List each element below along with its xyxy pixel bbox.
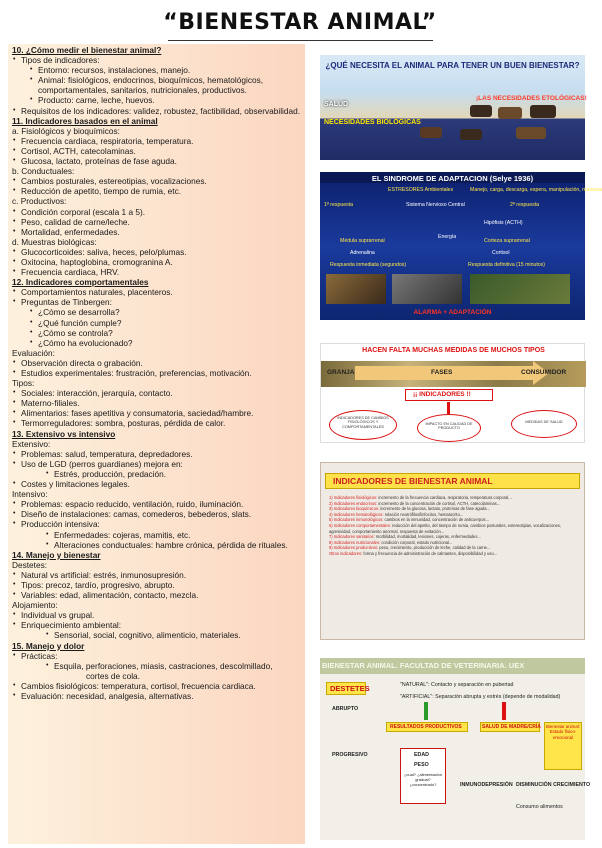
snc-label: Sistema Nervioso Central xyxy=(406,202,465,208)
calidad-label: IMPACTO EN CALIDAD DE PRODUCTO xyxy=(425,422,473,431)
cortisol-label: Cortisol xyxy=(492,250,510,256)
note-line: • Diseño de instalaciones: camas, comederos, bebederos, slats. xyxy=(12,509,303,519)
cow-photo xyxy=(470,105,492,117)
resultados-label: RESULTADOS PRODUCTIVOS xyxy=(390,724,462,730)
segunda-respuesta: 2ª respuesta xyxy=(510,202,540,208)
granja-label: GRANJA xyxy=(327,369,355,376)
indicador-desc: condición corporal, estado nutricional... xyxy=(380,539,453,545)
note-line: • Prácticas: xyxy=(12,651,303,661)
fisiologicos-label: INDICADORES DE CAMBIOS FISIOLÓGICOS Y COMPORTAMENTALES xyxy=(337,416,389,429)
indicador-term: Otros indicadores: xyxy=(329,550,363,556)
note-line: • Problemas: espacio reducido, ventilación, ruido, iluminación. xyxy=(12,499,303,509)
cow-photo xyxy=(530,105,556,118)
note-line: d. Muestras biológicas: xyxy=(12,236,97,247)
note-line: • Mortalidad, enfermedades. xyxy=(12,227,303,237)
note-line: • Alimentarios: fases apetitiva y consumatoria, saciedad/hambre. xyxy=(12,408,303,418)
note-line: • ¿Cómo ha evolucionado? xyxy=(12,338,303,348)
note-line: Tipos: xyxy=(12,378,35,389)
note-line: • ¿Cómo se desarrolla? xyxy=(12,307,303,317)
indicadores-label: ¡¡ INDICADORES !! xyxy=(413,391,471,398)
notes-column xyxy=(8,44,305,844)
photo-animals xyxy=(326,274,386,304)
note-line: b. Conductuales: xyxy=(12,166,75,177)
note-line: • Termorreguladores: sombra, posturas, pérdida de calor. xyxy=(12,418,303,428)
note-line: • Tipos: precoz, tardío, progresivo, abrupto. xyxy=(12,580,303,590)
note-line: • Cambios fisiológicos: temperatura, cortisol, frecuencia cardiaca. xyxy=(12,681,303,691)
figure-sindrome-adaptacion xyxy=(320,172,602,320)
bienestar-label: Bienestar animal: Estado físico-emocional xyxy=(546,724,580,740)
page-title: “BIENESTAR ANIMAL” xyxy=(163,10,437,35)
note-line: • Producción intensiva: xyxy=(12,519,303,529)
indicador-term: 2) Indicadores endocrinos: xyxy=(329,500,378,506)
figure-medidas xyxy=(320,343,585,443)
edad-label: EDAD xyxy=(414,752,430,758)
cow-photo xyxy=(516,127,546,139)
consumo-label: Consumo alimentos xyxy=(516,804,563,810)
note-line: • Peso, calidad de carne/leche. xyxy=(12,217,303,227)
primera-respuesta: 1ª respuesta xyxy=(324,202,354,208)
indicador-term: 7) Indicadores sanitarios: xyxy=(329,534,375,540)
salud-label: MEDIDAS DE SALUD xyxy=(525,420,563,424)
destetes-label: DESTETES xyxy=(330,684,370,693)
disminucion-label: DISMINUCIÓN CRECIMIENTO xyxy=(516,782,591,788)
indicador-desc: peso, crecimiento, producción de leche, calidad de la carne... xyxy=(378,545,491,551)
section-heading: 11. Indicadores basados en el animal xyxy=(12,115,158,126)
medula-label: Médula suprarrenal xyxy=(340,238,385,244)
indicador-desc: morbilidad, mortalidad, lesiones, cojeras, enfermedades... xyxy=(374,534,481,540)
indicador-term: 5) Indicadores inmunológicos: xyxy=(329,517,384,523)
indicador-term: 1) Indicadores fisiológicos: xyxy=(329,495,378,500)
cow-photo xyxy=(498,107,522,119)
note-line: • Requisitos de los indicadores: validez, robustez, factibilidad, observabilidad. xyxy=(12,106,303,116)
indicador-line xyxy=(329,523,579,534)
note-line: Destetes: xyxy=(12,559,48,570)
figure-necesidades-title: ¿QUÉ NECESITA EL ANIMAL PARA TENER UN BUEN BIENESTAR? xyxy=(325,61,580,70)
note-line: • Sociales: interacción, jerarquía, contacto. xyxy=(12,388,303,398)
abrupto-label: ABRUPTO xyxy=(332,706,359,712)
note-line: • Estudios experimentales: frustración, preferencias, motivación. xyxy=(12,368,303,378)
salud-label: SALUD xyxy=(324,101,349,108)
section-heading: 10. ¿Cómo medir el bienestar animal? xyxy=(12,45,162,55)
natural-label: "NATURAL": Contacto y separación en pubertad xyxy=(400,682,514,688)
cow-photo xyxy=(420,127,442,138)
note-line: • Condición corporal (escala 1 a 5). xyxy=(12,207,303,217)
title-underline xyxy=(168,40,433,41)
consumidor-label: CONSUMIDOR xyxy=(521,369,567,376)
note-line: • Oxitocina, haptoglobina, cromogranina A. xyxy=(12,257,303,267)
note-line: • Materno-filiales. xyxy=(12,398,303,408)
indicador-term: 9) Indicadores productivos: xyxy=(329,545,379,551)
salud-label: SALUD DE MADRE/CRÍA xyxy=(482,724,541,730)
figure-destetes-title: BIENESTAR ANIMAL. FACULTAD DE VETERINARIA. UEX xyxy=(322,661,525,670)
figure-medidas-title: HACEN FALTA MUCHAS MEDIDAS DE MUCHOS TIPOS xyxy=(362,347,545,354)
progresivo-label: PROGRESIVO xyxy=(332,752,368,758)
note-line: • Alteraciones conductuales: hambre crónica, pérdida de rituales. xyxy=(12,540,303,550)
corteza-label: Corteza suprarrenal xyxy=(484,238,530,244)
destetes-box xyxy=(326,682,370,695)
note-line: • Sensorial, social, cognitivo, alimenticio, materiales. xyxy=(12,630,303,640)
indicador-desc: cambios en la inmunidad, concentración de anticuerpos... xyxy=(383,517,489,523)
note-line: • Preguntas de Tinbergen: xyxy=(12,297,303,307)
energia-label: Energía xyxy=(438,234,457,240)
indicador-term: 6) Indicadores comportamentales: xyxy=(329,522,391,528)
note-line: • Producto: carne, leche, huevos. xyxy=(12,95,303,105)
figure-indicadores-title: INDICADORES DE BIENESTAR ANIMAL xyxy=(333,476,493,486)
photo-stable xyxy=(392,274,462,304)
respuesta-inmediata: Respuesta inmediata (segundos) xyxy=(330,262,407,268)
section-heading: 13. Extensivo vs intensivo xyxy=(12,428,116,439)
note-line: Intensivo: xyxy=(12,489,48,500)
indicadores-text xyxy=(329,495,579,557)
note-line: • Animal: fisiológicos, endocrinos, bioquímicos, hematológicos, comportamentales, sanitarios, nutricionales, productivos. xyxy=(12,75,303,95)
manejo-label: Manejo, carga, descarga, espera, manipulación, matanza xyxy=(470,187,602,193)
note-line: • Observación directa o grabación. xyxy=(12,358,303,368)
note-line: cortes de cola. xyxy=(86,670,140,681)
section-heading: 15. Manejo y dolor xyxy=(12,640,85,651)
note-line: a. Fisiológicos y bioquímicos: xyxy=(12,125,120,136)
peso-label: PESO xyxy=(414,762,429,768)
etologicas-label: ¡LAS NECESIDADES ETOLÓGICAS! xyxy=(476,95,587,102)
indicador-desc: forma y frecuencia de administración de calmantes, disponibilidad y uso... xyxy=(362,550,498,556)
indicador-desc: relación neutrófilos/linfocitos, hematocrito... xyxy=(383,511,464,517)
note-line: • Uso de LGD (perros guardianes) mejora en: xyxy=(12,459,303,469)
note-line: • Frecuencia cardiaca, respiratoria, temperatura. xyxy=(12,136,303,146)
necesidades-label: NECESIDADES BIOLÓGICAS xyxy=(324,119,421,126)
cow-photo xyxy=(460,129,482,140)
note-line: • Esquila, perforaciones, miasis, castraciones, descolmillado, xyxy=(12,661,303,671)
arrow-green xyxy=(424,702,428,720)
note-line: c. Productivos: xyxy=(12,196,67,207)
section-heading: 14. Manejo y bienestar xyxy=(12,549,101,560)
indicador-desc: incremento de la glucosa, lactato, proteínas de fase aguda... xyxy=(379,506,490,512)
indicador-term: 3) Indicadores bioquímicos: xyxy=(329,506,380,512)
note-line: • Evaluación: necesidad, analgesia, alternativas. xyxy=(12,691,303,701)
estresores-label: ESTRESORES Ambientales xyxy=(388,187,454,193)
photo-field xyxy=(470,274,570,304)
note-line: • Individual vs grupal. xyxy=(12,610,303,620)
note-line: • Variables: edad, alimentación, contacto, mezcla. xyxy=(12,590,303,600)
note-line: Alojamiento: xyxy=(12,600,58,611)
note-line: • Reducción de apetito, tiempo de rumia, etc. xyxy=(12,186,303,196)
note-line: • Enfermedades: cojeras, mamitis, etc. xyxy=(12,530,303,540)
indicador-desc: incremento de la concentración de cortisol, ACTH, catecolaminas... xyxy=(377,500,501,506)
figure-destetes xyxy=(320,658,591,840)
note-line: • Entorno: recursos, instalaciones, manejo. xyxy=(12,65,303,75)
indicador-desc: incremento de la frecuencia cardiaca, respiratoria, temperatura corporal... xyxy=(377,495,512,500)
note-line: • Tipos de indicadores: xyxy=(12,55,303,65)
note-line: Extensivo: xyxy=(12,438,51,449)
note-line: • ¿Cómo se controla? xyxy=(12,328,303,338)
note-line: • Estrés, producción, predación. xyxy=(12,469,303,479)
fases-label: FASES xyxy=(431,369,453,376)
figure-sindrome-title: EL SINDROME DE ADAPTACION (Selye 1936) xyxy=(371,174,534,183)
arrow-down xyxy=(447,402,450,414)
hipofisis-label: Hipófisis (ACTH) xyxy=(484,220,523,226)
section-heading: 12. Indicadores comportamentales xyxy=(12,277,149,288)
note-line: • Glucosa, lactato, proteínas de fase aguda. xyxy=(12,156,303,166)
alarma-label: ALARMA + ADAPTACIÓN xyxy=(413,309,492,316)
note-line: Evaluación: xyxy=(12,347,55,358)
note-line: • Glucocorticoides: saliva, heces, pelo/plumas. xyxy=(12,247,303,257)
concentrado-label: ¿cual? ¿alimentación gradual? ¿concentrado? xyxy=(403,772,443,787)
adrenalina-label: Adrenalina xyxy=(350,250,375,256)
note-line: • Comportamientos naturales, placenteros. xyxy=(12,287,303,297)
indicador-term: 8) Indicadores nutricionales: xyxy=(329,539,381,545)
figure-indicadores xyxy=(320,462,585,640)
indicador-desc: reducción del apetito, del tiempo de rumia, cambios posturales, estereotipias, vocalizaciones, agresividad, comportamiento anormal, respuesta de evitación... xyxy=(329,522,562,534)
note-line: • Frecuencia cardiaca, HRV. xyxy=(12,267,303,277)
note-line: • Natural vs artificial: estrés, inmunosupresión. xyxy=(12,570,303,580)
indicador-line xyxy=(329,551,579,557)
note-line: • Costes y limitaciones legales. xyxy=(12,479,303,489)
indicador-term: 4) Indicadores hematológicos: xyxy=(329,511,384,517)
arrow-red xyxy=(502,702,506,720)
note-line: • Problemas: salud, temperatura, depredadores. xyxy=(12,449,303,459)
inmuno-label: INMUNODEPRESIÓN xyxy=(460,782,513,788)
note-line: • ¿Qué función cumple? xyxy=(12,318,303,328)
note-line: • Cambios posturales, estereotipias, vocalizaciones. xyxy=(12,176,303,186)
note-line: • Cortisol, ACTH, catecolaminas. xyxy=(12,146,303,156)
respuesta-definitiva: Respuesta definitiva (15 minutos) xyxy=(468,262,545,268)
figure-necesidades xyxy=(320,55,585,160)
note-line: • Enriquecimiento ambiental: xyxy=(12,620,303,630)
artificial-label: "ARTIFICIAL": Separación abrupta y estrés (depende de modalidad) xyxy=(400,694,561,700)
